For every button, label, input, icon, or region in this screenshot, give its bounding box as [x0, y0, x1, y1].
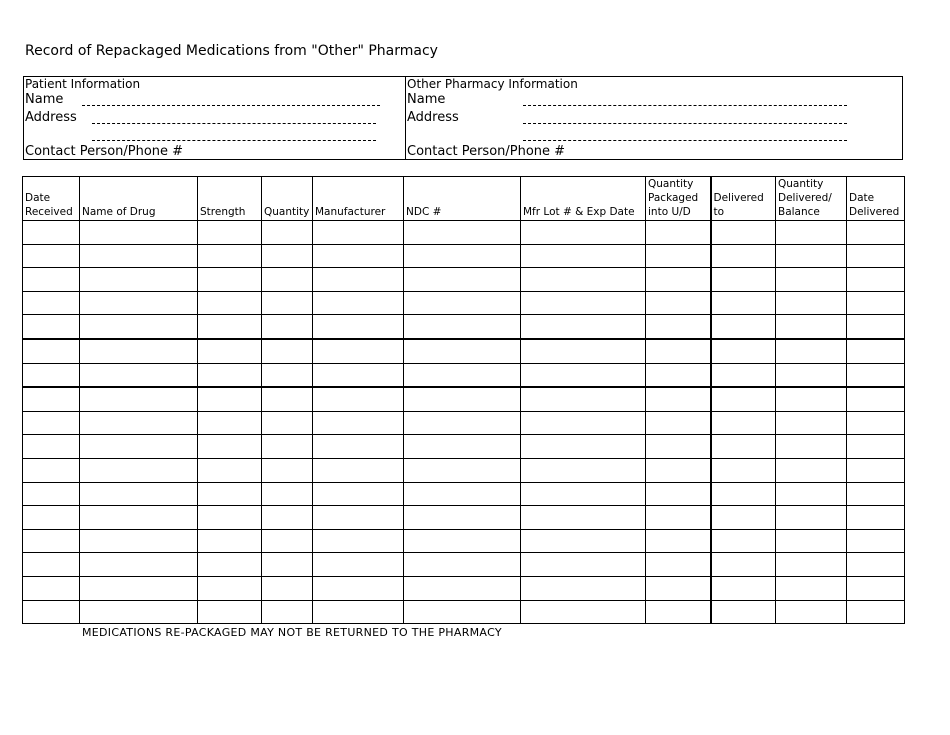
patient-address-field[interactable] — [92, 123, 376, 124]
table-cell[interactable] — [23, 600, 80, 624]
table-cell[interactable] — [313, 411, 404, 435]
table-cell[interactable] — [198, 600, 262, 624]
table-cell[interactable] — [776, 529, 847, 553]
table-cell[interactable] — [80, 482, 198, 506]
table-cell[interactable] — [646, 221, 711, 245]
table-cell[interactable] — [847, 363, 905, 387]
page-title: Record of Repackaged Medications from "Other" Pharmacy — [25, 43, 438, 59]
table-row — [23, 458, 905, 482]
table-cell[interactable] — [404, 387, 521, 411]
table-cell[interactable] — [521, 339, 646, 363]
table-cell[interactable] — [23, 315, 80, 339]
medication-record-table — [22, 176, 905, 624]
table-cell[interactable] — [646, 244, 711, 268]
table-cell[interactable] — [521, 291, 646, 315]
table-cell[interactable] — [313, 363, 404, 387]
table-cell[interactable] — [80, 576, 198, 600]
pharmacy-name-label: Name — [407, 92, 446, 107]
table-cell[interactable] — [262, 315, 313, 339]
table-cell[interactable] — [23, 268, 80, 292]
table-cell[interactable] — [776, 221, 847, 245]
table-cell[interactable] — [198, 482, 262, 506]
table-cell[interactable] — [23, 482, 80, 506]
table-cell[interactable] — [521, 600, 646, 624]
table-cell[interactable] — [313, 576, 404, 600]
table-cell[interactable] — [847, 291, 905, 315]
table-cell[interactable] — [847, 221, 905, 245]
table-cell[interactable] — [262, 387, 313, 411]
table-cell[interactable] — [198, 268, 262, 292]
table-cell[interactable] — [80, 506, 198, 530]
table-cell[interactable] — [80, 268, 198, 292]
pharmacy-info-section — [406, 77, 903, 159]
table-cell[interactable] — [404, 600, 521, 624]
table-cell[interactable] — [521, 363, 646, 387]
table-cell[interactable] — [198, 339, 262, 363]
table-cell[interactable] — [313, 529, 404, 553]
table-cell[interactable] — [776, 458, 847, 482]
table-cell[interactable] — [847, 458, 905, 482]
table-cell[interactable] — [262, 244, 313, 268]
table-cell[interactable] — [313, 315, 404, 339]
table-cell[interactable] — [521, 411, 646, 435]
table-cell[interactable] — [847, 435, 905, 459]
table-cell[interactable] — [262, 529, 313, 553]
table-cell[interactable] — [776, 482, 847, 506]
table-cell[interactable] — [313, 244, 404, 268]
patient-info-section — [24, 77, 405, 159]
table-cell[interactable] — [847, 387, 905, 411]
column-header: Mfr Lot # & Exp Date — [521, 177, 646, 221]
table-cell[interactable] — [262, 576, 313, 600]
table-cell[interactable] — [404, 315, 521, 339]
table-cell[interactable] — [80, 600, 198, 624]
table-cell[interactable] — [711, 268, 776, 292]
pharmacy-name-field[interactable] — [523, 105, 847, 106]
table-row — [23, 529, 905, 553]
table-cell[interactable] — [847, 411, 905, 435]
column-header: Date Delivered — [847, 177, 905, 221]
table-cell[interactable] — [198, 315, 262, 339]
table-cell[interactable] — [776, 387, 847, 411]
table-cell[interactable] — [23, 411, 80, 435]
table-cell[interactable] — [198, 387, 262, 411]
table-cell[interactable] — [198, 244, 262, 268]
table-cell[interactable] — [646, 553, 711, 577]
table-cell[interactable] — [776, 506, 847, 530]
table-cell[interactable] — [198, 529, 262, 553]
table-cell[interactable] — [404, 458, 521, 482]
pharmacy-contact-label: Contact Person/Phone # — [407, 144, 566, 159]
table-cell[interactable] — [23, 458, 80, 482]
table-cell[interactable] — [313, 339, 404, 363]
table-cell[interactable] — [646, 411, 711, 435]
table-cell[interactable] — [711, 529, 776, 553]
table-cell[interactable] — [198, 576, 262, 600]
patient-contact-label: Contact Person/Phone # — [25, 144, 184, 159]
table-row — [23, 576, 905, 600]
table-cell[interactable] — [711, 482, 776, 506]
table-cell[interactable] — [262, 553, 313, 577]
table-cell[interactable] — [646, 387, 711, 411]
table-cell[interactable] — [521, 387, 646, 411]
table-cell[interactable] — [521, 435, 646, 459]
table-cell[interactable] — [198, 506, 262, 530]
table-cell[interactable] — [404, 576, 521, 600]
table-cell[interactable] — [847, 506, 905, 530]
table-cell[interactable] — [521, 553, 646, 577]
column-header: Date Received — [23, 177, 80, 221]
pharmacy-address-field-2[interactable] — [523, 140, 847, 141]
column-header: Strength — [198, 177, 262, 221]
table-cell[interactable] — [262, 435, 313, 459]
table-cell[interactable] — [776, 268, 847, 292]
table-cell[interactable] — [711, 435, 776, 459]
table-cell[interactable] — [711, 411, 776, 435]
footer-notice: MEDICATIONS RE-PACKAGED MAY NOT BE RETURNED TO THE PHARMACY — [82, 626, 502, 639]
table-cell[interactable] — [776, 600, 847, 624]
table-cell[interactable] — [198, 435, 262, 459]
table-cell[interactable] — [646, 506, 711, 530]
table-cell[interactable] — [198, 458, 262, 482]
table-cell[interactable] — [521, 506, 646, 530]
table-cell[interactable] — [80, 339, 198, 363]
table-cell[interactable] — [313, 435, 404, 459]
table-cell[interactable] — [711, 315, 776, 339]
table-cell[interactable] — [711, 291, 776, 315]
table-cell[interactable] — [847, 268, 905, 292]
table-cell[interactable] — [23, 435, 80, 459]
table-cell[interactable] — [23, 387, 80, 411]
table-cell[interactable] — [404, 435, 521, 459]
table-cell[interactable] — [776, 411, 847, 435]
table-cell[interactable] — [404, 553, 521, 577]
table-cell[interactable] — [80, 411, 198, 435]
table-cell[interactable] — [198, 291, 262, 315]
table-cell[interactable] — [23, 291, 80, 315]
table-cell[interactable] — [23, 221, 80, 245]
table-cell[interactable] — [404, 244, 521, 268]
table-cell[interactable] — [646, 339, 711, 363]
table-cell[interactable] — [711, 244, 776, 268]
table-cell[interactable] — [646, 482, 711, 506]
table-cell[interactable] — [847, 529, 905, 553]
table-cell[interactable] — [198, 221, 262, 245]
table-cell[interactable] — [776, 435, 847, 459]
table-row — [23, 600, 905, 624]
table-cell[interactable] — [847, 600, 905, 624]
table-cell[interactable] — [847, 553, 905, 577]
table-row — [23, 482, 905, 506]
table-cell[interactable] — [80, 435, 198, 459]
table-cell[interactable] — [404, 411, 521, 435]
table-cell[interactable] — [313, 291, 404, 315]
table-cell[interactable] — [80, 291, 198, 315]
table-cell[interactable] — [262, 339, 313, 363]
table-row — [23, 244, 905, 268]
column-header: Manufacturer — [313, 177, 404, 221]
table-cell[interactable] — [404, 506, 521, 530]
table-cell[interactable] — [198, 411, 262, 435]
table-cell[interactable] — [198, 363, 262, 387]
table-cell[interactable] — [23, 553, 80, 577]
table-cell[interactable] — [776, 553, 847, 577]
table-cell[interactable] — [711, 458, 776, 482]
table-cell[interactable] — [404, 339, 521, 363]
table-cell[interactable] — [776, 291, 847, 315]
table-cell[interactable] — [313, 221, 404, 245]
table-cell[interactable] — [313, 268, 404, 292]
table-cell[interactable] — [313, 458, 404, 482]
table-row — [23, 315, 905, 339]
table-cell[interactable] — [262, 600, 313, 624]
patient-address-label: Address — [25, 110, 77, 125]
table-cell[interactable] — [313, 482, 404, 506]
table-cell[interactable] — [80, 315, 198, 339]
table-row — [23, 363, 905, 387]
column-header: Delivered to — [711, 177, 776, 221]
table-row — [23, 221, 905, 245]
table-cell[interactable] — [80, 221, 198, 245]
table-cell[interactable] — [847, 315, 905, 339]
table-cell[interactable] — [776, 339, 847, 363]
table-row — [23, 291, 905, 315]
table-cell[interactable] — [80, 387, 198, 411]
table-cell[interactable] — [711, 576, 776, 600]
table-cell[interactable] — [80, 363, 198, 387]
table-cell[interactable] — [80, 529, 198, 553]
table-cell[interactable] — [80, 244, 198, 268]
table-cell[interactable] — [646, 529, 711, 553]
table-cell[interactable] — [262, 411, 313, 435]
table-cell[interactable] — [521, 268, 646, 292]
table-cell[interactable] — [23, 529, 80, 553]
table-cell[interactable] — [262, 221, 313, 245]
table-cell[interactable] — [262, 291, 313, 315]
info-box — [23, 76, 903, 160]
table-cell[interactable] — [404, 482, 521, 506]
table-cell[interactable] — [521, 482, 646, 506]
table-cell[interactable] — [711, 363, 776, 387]
table-cell[interactable] — [646, 458, 711, 482]
table-cell[interactable] — [80, 458, 198, 482]
table-row — [23, 387, 905, 411]
column-header: Quantity Packaged into U/D — [646, 177, 711, 221]
table-cell[interactable] — [711, 221, 776, 245]
table-cell[interactable] — [646, 315, 711, 339]
table-cell[interactable] — [23, 576, 80, 600]
pharmacy-address-field[interactable] — [523, 123, 847, 124]
table-cell[interactable] — [646, 291, 711, 315]
table-cell[interactable] — [262, 268, 313, 292]
table-header-row — [23, 177, 905, 221]
table-cell[interactable] — [847, 576, 905, 600]
column-header: Name of Drug — [80, 177, 198, 221]
table-row — [23, 339, 905, 363]
table-cell[interactable] — [847, 482, 905, 506]
column-header: Quantity Delivered/ Balance — [776, 177, 847, 221]
table-cell[interactable] — [313, 553, 404, 577]
table-cell[interactable] — [711, 600, 776, 624]
table-cell[interactable] — [711, 387, 776, 411]
table-cell[interactable] — [313, 387, 404, 411]
table-cell[interactable] — [262, 482, 313, 506]
table-cell[interactable] — [847, 244, 905, 268]
table-cell[interactable] — [646, 600, 711, 624]
table-cell[interactable] — [198, 553, 262, 577]
table-row — [23, 506, 905, 530]
table-row — [23, 553, 905, 577]
table-cell[interactable] — [847, 339, 905, 363]
table-row — [23, 435, 905, 459]
table-cell[interactable] — [23, 506, 80, 530]
table-cell[interactable] — [313, 600, 404, 624]
table-row — [23, 411, 905, 435]
table-cell[interactable] — [711, 339, 776, 363]
table-cell[interactable] — [646, 268, 711, 292]
patient-info-heading: Patient Information — [25, 77, 141, 91]
table-cell[interactable] — [262, 363, 313, 387]
table-cell[interactable] — [262, 458, 313, 482]
patient-address-field-2[interactable] — [92, 140, 376, 141]
table-cell[interactable] — [776, 244, 847, 268]
table-cell[interactable] — [711, 506, 776, 530]
table-cell[interactable] — [80, 553, 198, 577]
table-cell[interactable] — [521, 576, 646, 600]
table-cell[interactable] — [262, 506, 313, 530]
table-cell[interactable] — [521, 244, 646, 268]
patient-name-field[interactable] — [82, 105, 380, 106]
table-cell[interactable] — [646, 363, 711, 387]
table-cell[interactable] — [646, 576, 711, 600]
table-cell[interactable] — [23, 339, 80, 363]
table-cell[interactable] — [404, 291, 521, 315]
pharmacy-address-label: Address — [407, 110, 459, 125]
table-cell[interactable] — [23, 363, 80, 387]
table-cell[interactable] — [404, 529, 521, 553]
table-cell[interactable] — [521, 529, 646, 553]
table-cell[interactable] — [711, 553, 776, 577]
table-row — [23, 268, 905, 292]
table-cell[interactable] — [521, 458, 646, 482]
table-cell[interactable] — [776, 363, 847, 387]
table-cell[interactable] — [521, 315, 646, 339]
pharmacy-info-heading: Other Pharmacy Information — [407, 77, 578, 91]
column-header: NDC # — [404, 177, 521, 221]
table-cell[interactable] — [23, 244, 80, 268]
table-cell[interactable] — [776, 315, 847, 339]
column-header: Quantity — [262, 177, 313, 221]
table-cell[interactable] — [776, 576, 847, 600]
table-cell[interactable] — [404, 221, 521, 245]
patient-name-label: Name — [25, 92, 64, 107]
table-cell[interactable] — [404, 363, 521, 387]
table-cell[interactable] — [521, 221, 646, 245]
table-cell[interactable] — [646, 435, 711, 459]
table-cell[interactable] — [313, 506, 404, 530]
table-cell[interactable] — [404, 268, 521, 292]
